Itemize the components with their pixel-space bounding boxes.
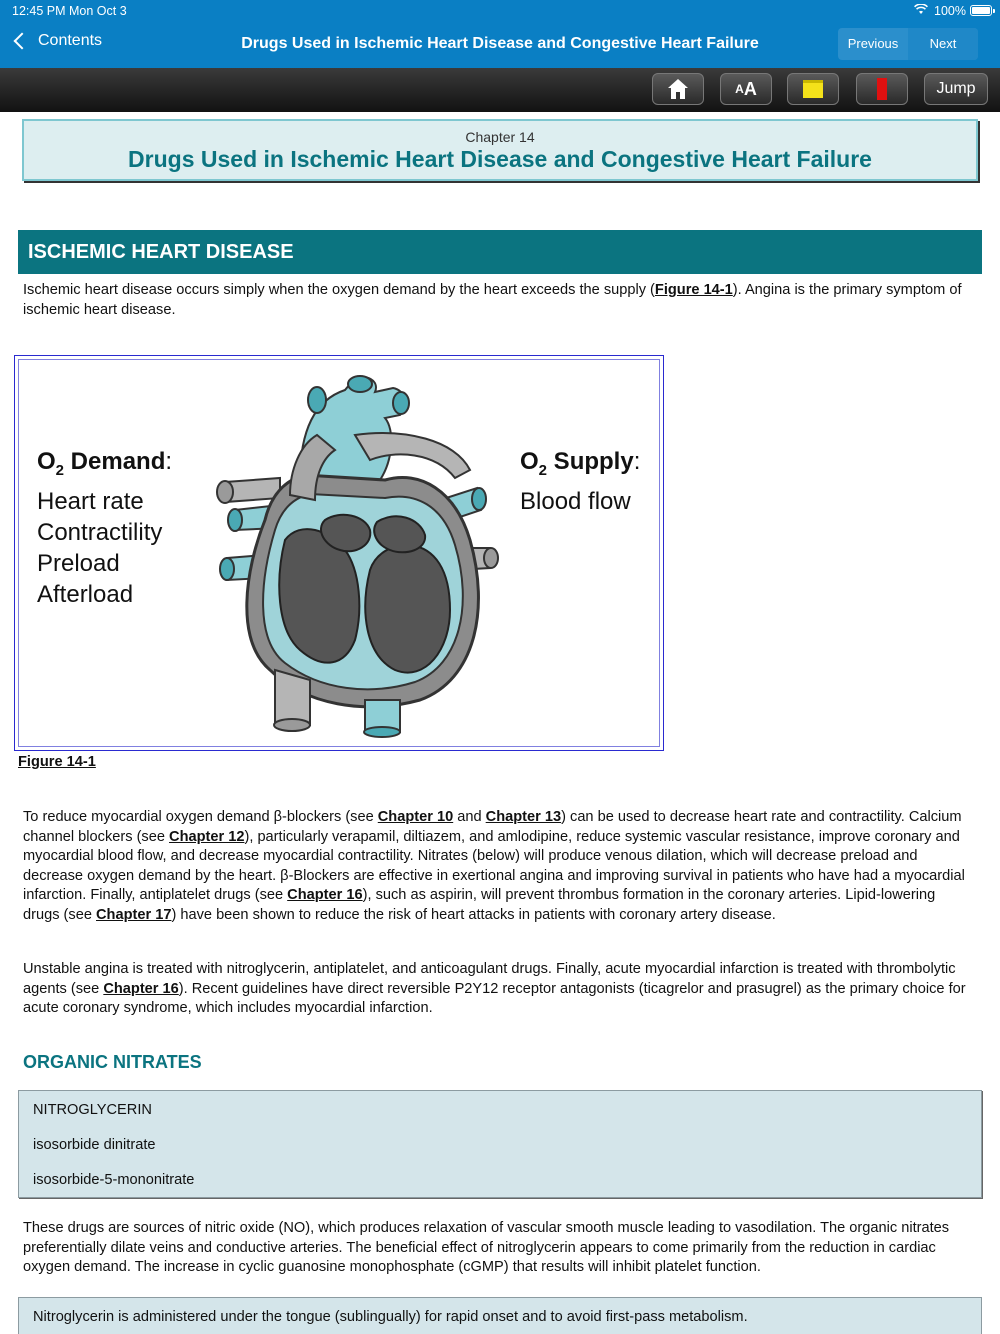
- back-label: Contents: [38, 32, 103, 49]
- para-text: Unstable angina is treated with nitroglycerin, antiplatelet, and anticoagulant drugs. Finally, acute myocardial infarction is treated with thrombolytic agents (see: [23, 961, 956, 997]
- jump-button[interactable]: Jump: [924, 73, 988, 105]
- chapter-17-link[interactable]: Chapter 17: [96, 906, 172, 923]
- back-button[interactable]: [10, 32, 102, 50]
- demand-list: [37, 446, 172, 610]
- note-button[interactable]: [787, 73, 839, 105]
- wifi-icon: [914, 4, 928, 18]
- font-size-large-a: A: [743, 78, 757, 99]
- status-date: Mon Oct 3: [69, 4, 127, 18]
- chapter-title: Drugs Used in Ischemic Heart Disease and Congestive Heart Failure: [128, 146, 872, 172]
- demand-sub: 2: [55, 461, 65, 479]
- paragraph-unstable-angina: [23, 960, 973, 1019]
- intro-text: Ischemic heart disease occurs simply when the oxygen demand by the heart exceeds the supply (: [23, 282, 655, 298]
- figure-14-1[interactable]: [14, 355, 664, 751]
- supply-sub: 2: [538, 461, 548, 479]
- para-text: ). Recent guidelines have direct reversible P2Y12 receptor antagonists (ticagrelor and prasugrel) as the primary choice for acute coronary syndrome, which includes myocardial infarction.: [23, 980, 966, 1016]
- demand-item: Contractility: [37, 518, 163, 546]
- note-text: Nitroglycerin is administered under the tongue (sublingually) for rapid onset and to avoid first-pass metabolism.: [33, 1309, 748, 1325]
- home-icon: [667, 79, 689, 99]
- para-text: ), particularly verapamil, diltiazem, and amlodipine, reduce systemic vascular resistance, improve coronary and myocardial blood flow, and decrease myocardial contractility. Nitrates (below) will produce venous dilation, which will decrease preload and decrease oxygen demand by the heart. β-Blockers are effective in exertional angina and improving survival in patients who have had a myocardial infarction. Finally, antiplatelet drugs (see: [23, 828, 965, 903]
- para-text: ) have been shown to reduce the risk of heart attacks in patients with coronary artery disease.: [171, 906, 776, 923]
- status-bar: [0, 2, 1000, 20]
- demand-item: Preload: [37, 549, 120, 577]
- supply-colon: :: [633, 448, 641, 475]
- demand-item: Heart rate: [37, 487, 144, 515]
- status-time: 12:45 PM: [12, 4, 66, 18]
- chapter-10-link[interactable]: Chapter 10: [377, 809, 454, 825]
- supply-title: Supply: [547, 448, 634, 475]
- font-size-button[interactable]: [720, 73, 772, 105]
- bookmark-icon: [877, 78, 887, 100]
- chapter-16-link[interactable]: Chapter 16: [287, 887, 363, 903]
- note-box: [18, 1297, 982, 1334]
- para-text: and: [453, 809, 486, 825]
- chapter-12-link[interactable]: Chapter 12: [169, 828, 245, 845]
- supply-o: O: [520, 448, 539, 475]
- home-button[interactable]: [652, 73, 704, 105]
- prev-next-segment: [838, 28, 978, 60]
- heart-illustration: [205, 370, 505, 740]
- drug-list-box: [18, 1090, 982, 1198]
- drug-item: NITROGLYCERIN: [33, 1102, 152, 1118]
- intro-text-end: ). Angina is the primary symptom of ischemic heart disease.: [23, 282, 962, 318]
- battery-percent: 100%: [934, 4, 966, 18]
- para-text: To reduce myocardial oxygen demand β-blockers (see: [23, 809, 378, 825]
- demand-title: Demand: [64, 448, 166, 475]
- chapter-16-link-2[interactable]: Chapter 16: [103, 980, 179, 997]
- supply-item: Blood flow: [520, 487, 631, 515]
- next-button[interactable]: Next: [908, 28, 978, 60]
- previous-button[interactable]: Previous: [847, 36, 899, 51]
- para-text: ) can be used to decrease heart rate and contractility. Calcium channel blockers (see: [23, 809, 962, 845]
- subsection-heading: ORGANIC NITRATES: [23, 1052, 202, 1072]
- para-text: ), such as aspirin, will prevent thrombus formation in the coronary arteries. Lipid-lowering drugs (see: [23, 887, 936, 923]
- section-heading: ISCHEMIC HEART DISEASE: [18, 230, 982, 274]
- chapter-13-link[interactable]: Chapter 13: [485, 809, 562, 825]
- demand-item: Afterload: [37, 580, 134, 608]
- chevron-left-icon: [14, 33, 31, 50]
- toolbar: [0, 68, 1000, 112]
- drug-item: isosorbide-5-mononitrate: [33, 1172, 195, 1188]
- top-bar: [0, 0, 1000, 68]
- sticky-note-icon: [803, 80, 823, 98]
- figure-link[interactable]: Figure 14-1: [654, 282, 733, 298]
- intro-paragraph: [23, 281, 973, 320]
- chapter-number: Chapter 14: [465, 129, 535, 145]
- paragraph-demand: [23, 808, 973, 925]
- demand-o: O: [37, 448, 56, 475]
- bookmark-button[interactable]: [856, 73, 908, 105]
- drug-item: isosorbide dinitrate: [33, 1137, 156, 1153]
- font-size-small-a: A: [735, 82, 744, 96]
- figure-caption-link[interactable]: Figure 14-1: [18, 754, 96, 770]
- battery-icon: [970, 5, 992, 16]
- supply-list: [520, 446, 640, 517]
- paragraph-nitrates: These drugs are sources of nitric oxide (NO), which produces relaxation of vascular smooth muscle leading to vasodilation. The organic nitrates preferentially dilate veins and conductive arteries. The beneficial effect of nitroglycerin appears to come primarily from the reduction in cardiac oxygen demand. The increase in cyclic guanosine monophosphate (cGMP) that results will inhibit platelet function.: [23, 1220, 950, 1275]
- chapter-header: [22, 119, 978, 181]
- nav-title: Drugs Used in Ischemic Heart Disease and Congestive Heart Failure: [241, 35, 759, 52]
- demand-colon: :: [165, 448, 173, 475]
